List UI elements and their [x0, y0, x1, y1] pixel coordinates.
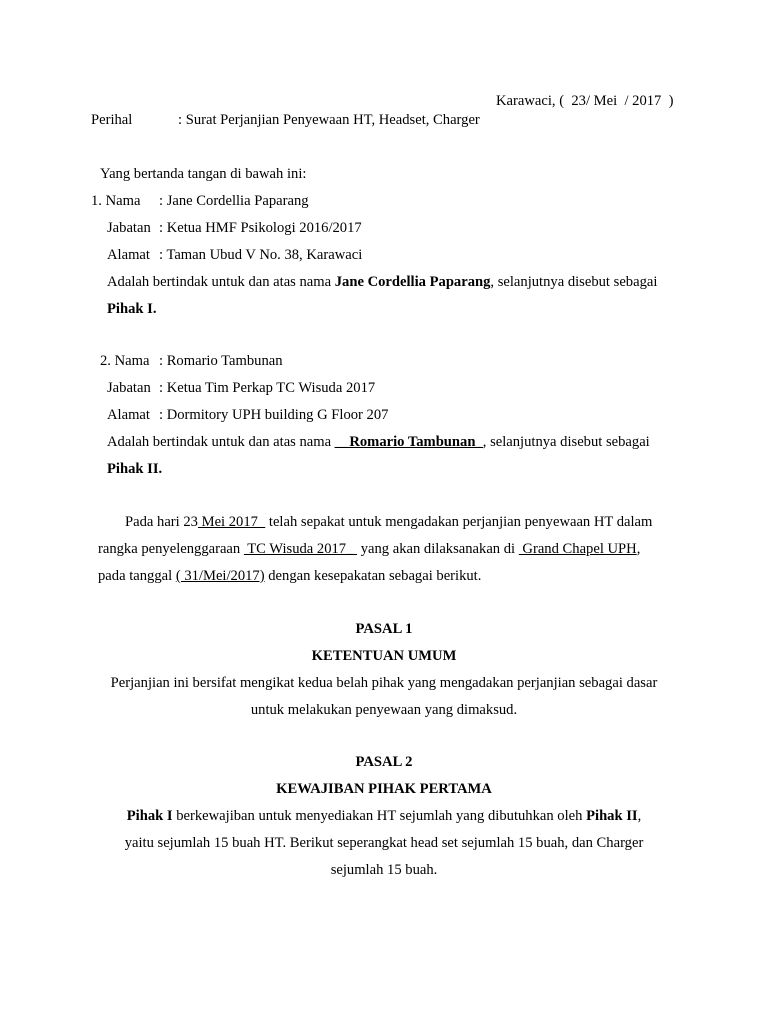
- pasal1-line-1: Perjanjian ini bersifat mengikat kedua belah pihak yang mengadakan perjanjian sebagai dasar: [110, 675, 658, 691]
- agreement-venue-field: Grand Chapel UPH: [518, 541, 637, 557]
- agreement-event-field: TC Wisuda 2017_: [243, 541, 358, 557]
- pasal1-heading-text: KETENTUAN UMUM: [311, 648, 457, 664]
- pasal2-line-3: sejumlah 15 buah.: [330, 862, 438, 878]
- party1-act-name: Jane Cordellia Paparang: [334, 274, 491, 290]
- party1-designation: [107, 300, 156, 318]
- pasal1-title-text: PASAL 1: [355, 621, 413, 637]
- pasal2-comma: ,: [637, 808, 642, 824]
- subject-value: : Surat Perjanjian Penyewaan HT, Headset, Charger: [178, 112, 480, 128]
- party2-position-value: : Ketua Tim Perkap TC Wisuda 2017: [159, 380, 376, 396]
- agreement-text-2: rangka penyelenggaraan: [98, 541, 244, 557]
- pasal2-heading: [0, 780, 768, 798]
- party1-name-label: 1. Nama: [91, 193, 141, 209]
- agreement-text-1: telah sepakat untuk mengadakan perjanjian penyewaan HT dalam: [265, 514, 653, 530]
- agreement-event-date-field: ( 31/Mei/2017): [175, 568, 265, 584]
- agreement-line-1: [125, 513, 652, 531]
- pasal1-line-2: untuk melakukan penyewaan yang dimaksud.: [250, 702, 518, 718]
- pasal2-party1: Pihak I: [126, 808, 173, 824]
- pasal2-title: [0, 753, 768, 771]
- agreement-text-3: yang akan dilaksanakan di: [357, 541, 519, 557]
- subject-label: Perihal: [91, 112, 133, 128]
- party2-designation: [107, 460, 162, 478]
- party1-address-value: : Taman Ubud V No. 38, Karawaci: [159, 247, 363, 263]
- party2-act-line: [107, 433, 650, 451]
- agreement-line-2: [98, 540, 640, 558]
- party2-name-value: : Romario Tambunan: [159, 353, 283, 369]
- pasal2-line-1: [0, 807, 768, 825]
- agreement-text-5: dengan kesepakatan sebagai berikut.: [264, 568, 482, 584]
- party1-position-label: Jabatan: [107, 220, 151, 236]
- party2-address-label: Alamat: [107, 407, 150, 423]
- agreement-date-field: Mei 2017: [197, 514, 266, 530]
- pasal2-party2: Pihak II: [586, 808, 638, 824]
- party1-act-line: [107, 273, 657, 291]
- party1-address-label: Alamat: [107, 247, 150, 263]
- party2-designation-text: Pihak II.: [107, 461, 163, 477]
- party1-name-value: : Jane Cordellia Paparang: [159, 193, 309, 209]
- party2-act-name: __Romario Tambunan_: [334, 434, 483, 450]
- agreement-day: Pada hari 23: [125, 514, 198, 530]
- party1-act-prefix: Adalah bertindak untuk dan atas nama: [107, 274, 335, 290]
- place-date: Karawaci, ( 23/ Mei / 2017 ): [496, 93, 674, 109]
- party1-position-value: : Ketua HMF Psikologi 2016/2017: [159, 220, 362, 236]
- pasal2-title-text: PASAL 2: [355, 754, 413, 770]
- pasal2-text-1: berkewajiban untuk menyediakan HT sejumlah yang dibutuhkan oleh: [172, 808, 587, 824]
- party1-act-suffix: , selanjutnya disebut sebagai: [490, 274, 658, 290]
- agreement-text-4: pada tanggal: [98, 568, 176, 584]
- agreement-line-3: [98, 567, 481, 585]
- pasal1-title: [0, 620, 768, 638]
- party1-designation-text: Pihak I.: [107, 301, 157, 317]
- party2-position-label: Jabatan: [107, 380, 151, 396]
- pasal1-heading: [0, 647, 768, 665]
- party2-act-prefix: Adalah bertindak untuk dan atas nama: [107, 434, 335, 450]
- party2-address-value: : Dormitory UPH building G Floor 207: [159, 407, 389, 423]
- party2-act-suffix: , selanjutnya disebut sebagai: [482, 434, 650, 450]
- intro-text: Yang bertanda tangan di bawah ini:: [100, 166, 307, 182]
- party2-name-label: 2. Nama: [100, 353, 150, 369]
- pasal2-line-2: yaitu sejumlah 15 buah HT. Berikut seperangkat head set sejumlah 15 buah, dan Charger: [124, 835, 644, 851]
- pasal2-heading-text: KEWAJIBAN PIHAK PERTAMA: [276, 781, 492, 797]
- agreement-comma: ,: [636, 541, 641, 557]
